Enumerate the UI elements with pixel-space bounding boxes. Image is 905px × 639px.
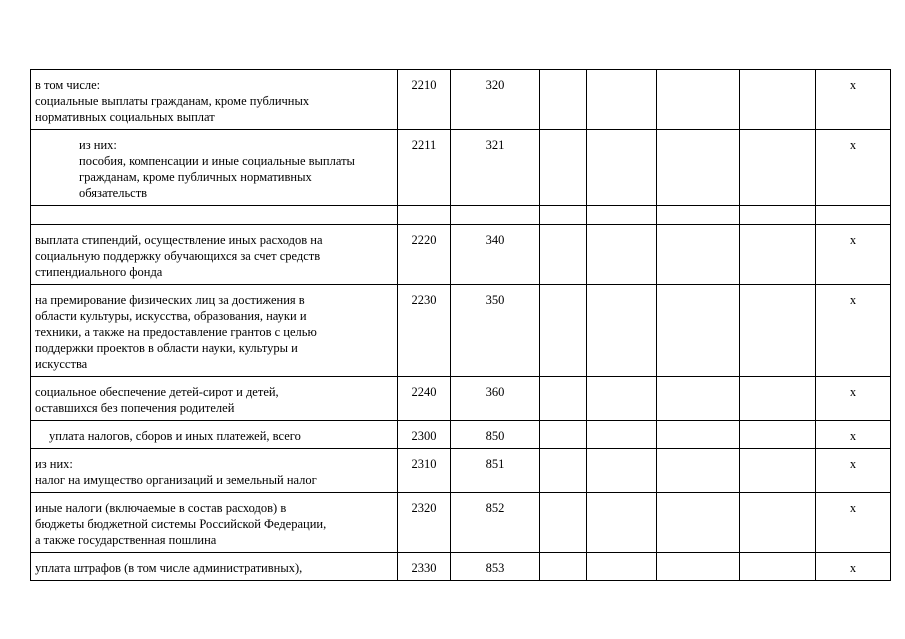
empty-cell [657,206,740,225]
amount-cell [740,377,816,421]
x-mark-cell: x [816,225,891,285]
indicator-name-cell [31,553,398,581]
indicator-name-line: техники, а также на предоставление грантов с целью [35,325,317,339]
empty-cell [398,206,451,225]
indicator-name-cell [31,70,398,130]
indicator-name-line: стипендиального фонда [35,265,163,279]
indicator-name-cell [31,449,398,493]
indicator-name-line: социальное обеспечение детей-сирот и детей, [35,385,279,399]
amount-cell [587,70,657,130]
amount-cell [587,377,657,421]
line-code-cell: 2320 [398,493,451,553]
x-mark-cell: x [816,285,891,377]
amount-cell [587,421,657,449]
classification-code-cell: 360 [451,377,540,421]
amount-cell [540,421,587,449]
indicator-name-line: налог на имущество организаций и земельный налог [35,473,317,487]
indicator-name-line: поддержки проектов в области науки, культуры и [35,341,298,355]
indicator-name-line: иные налоги (включаемые в состав расходов) в [35,501,287,515]
classification-code-cell: 850 [451,421,540,449]
indicator-name-line: из них: [35,457,73,471]
table-row [31,130,891,206]
amount-cell [587,553,657,581]
indicator-name-cell [31,377,398,421]
table-row [31,421,891,449]
amount-cell [587,493,657,553]
line-code-cell: 2240 [398,377,451,421]
indicator-name-line: социальную поддержку обучающихся за счет средств [35,249,321,263]
amount-cell [657,449,740,493]
empty-cell [31,206,398,225]
amount-cell [740,493,816,553]
indicator-name-line: социальные выплаты гражданам, кроме публичных [35,94,310,108]
empty-cell [540,206,587,225]
amount-cell [587,449,657,493]
x-mark-cell: x [816,449,891,493]
line-code-cell: 2330 [398,553,451,581]
empty-cell [816,206,891,225]
classification-code-cell: 340 [451,225,540,285]
indicator-name-line: пособия, компенсации и иные социальные выплаты [79,154,355,168]
amount-cell [540,225,587,285]
line-code-cell: 2211 [398,130,451,206]
amount-cell [540,493,587,553]
indicator-name-line: уплата налогов, сборов и иных платежей, всего [49,429,301,443]
indicator-name-cell [31,285,398,377]
empty-cell [740,206,816,225]
indicator-name-cell [31,130,398,206]
table-row [31,225,891,285]
classification-code-cell: 851 [451,449,540,493]
amount-cell [657,70,740,130]
amount-cell [657,493,740,553]
indicator-name-line: в том числе: [35,78,101,92]
line-code-cell: 2310 [398,449,451,493]
x-mark-cell: x [816,421,891,449]
indicator-name-line: нормативных социальных выплат [35,110,215,124]
amount-cell [740,553,816,581]
indicator-name-line: искусства [35,357,88,371]
amount-cell [740,225,816,285]
indicator-name-line: области культуры, искусства, образования, науки и [35,309,307,323]
classification-code-cell: 320 [451,70,540,130]
table-row [31,285,891,377]
x-mark-cell: x [816,130,891,206]
indicator-name-line: из них: [79,138,117,152]
line-code-cell: 2300 [398,421,451,449]
table-row [31,553,891,581]
x-mark-cell: x [816,377,891,421]
amount-cell [540,285,587,377]
empty-cell [587,206,657,225]
amount-cell [657,130,740,206]
amount-cell [540,130,587,206]
amount-cell [657,377,740,421]
classification-code-cell: 852 [451,493,540,553]
classification-code-cell: 321 [451,130,540,206]
amount-cell [540,553,587,581]
indicator-name-line: выплата стипендий, осуществление иных расходов на [35,233,323,247]
amount-cell [657,421,740,449]
indicator-name-line: уплата штрафов (в том числе административных), [35,561,303,575]
amount-cell [740,70,816,130]
empty-row [31,206,891,225]
indicator-name-cell [31,493,398,553]
amount-cell [657,225,740,285]
amount-cell [540,377,587,421]
indicator-name-cell [31,421,398,449]
amount-cell [540,449,587,493]
indicator-name-line: гражданам, кроме публичных нормативных [79,170,312,184]
amount-cell [657,553,740,581]
table-row [31,493,891,553]
classification-code-cell: 853 [451,553,540,581]
indicator-name-line: на премирование физических лиц за достижения в [35,293,305,307]
amount-cell [657,285,740,377]
line-code-cell: 2220 [398,225,451,285]
table-row [31,70,891,130]
table-body [31,70,891,581]
indicator-name-cell [31,225,398,285]
indicator-name-line: а также государственная пошлина [35,533,217,547]
x-mark-cell: x [816,70,891,130]
amount-cell [587,225,657,285]
indicator-name-line: оставшихся без попечения родителей [35,401,235,415]
amount-cell [587,130,657,206]
amount-cell [740,130,816,206]
x-mark-cell: x [816,493,891,553]
amount-cell [740,421,816,449]
amount-cell [540,70,587,130]
financial-plan-table [30,69,891,581]
classification-code-cell: 350 [451,285,540,377]
x-mark-cell: x [816,553,891,581]
indicator-name-line: обязательств [79,186,148,200]
amount-cell [740,285,816,377]
table-row [31,377,891,421]
amount-cell [587,285,657,377]
amount-cell [740,449,816,493]
indicator-name-line: бюджеты бюджетной системы Российской Федерации, [35,517,327,531]
empty-cell [451,206,540,225]
line-code-cell: 2210 [398,70,451,130]
line-code-cell: 2230 [398,285,451,377]
table-row [31,449,891,493]
